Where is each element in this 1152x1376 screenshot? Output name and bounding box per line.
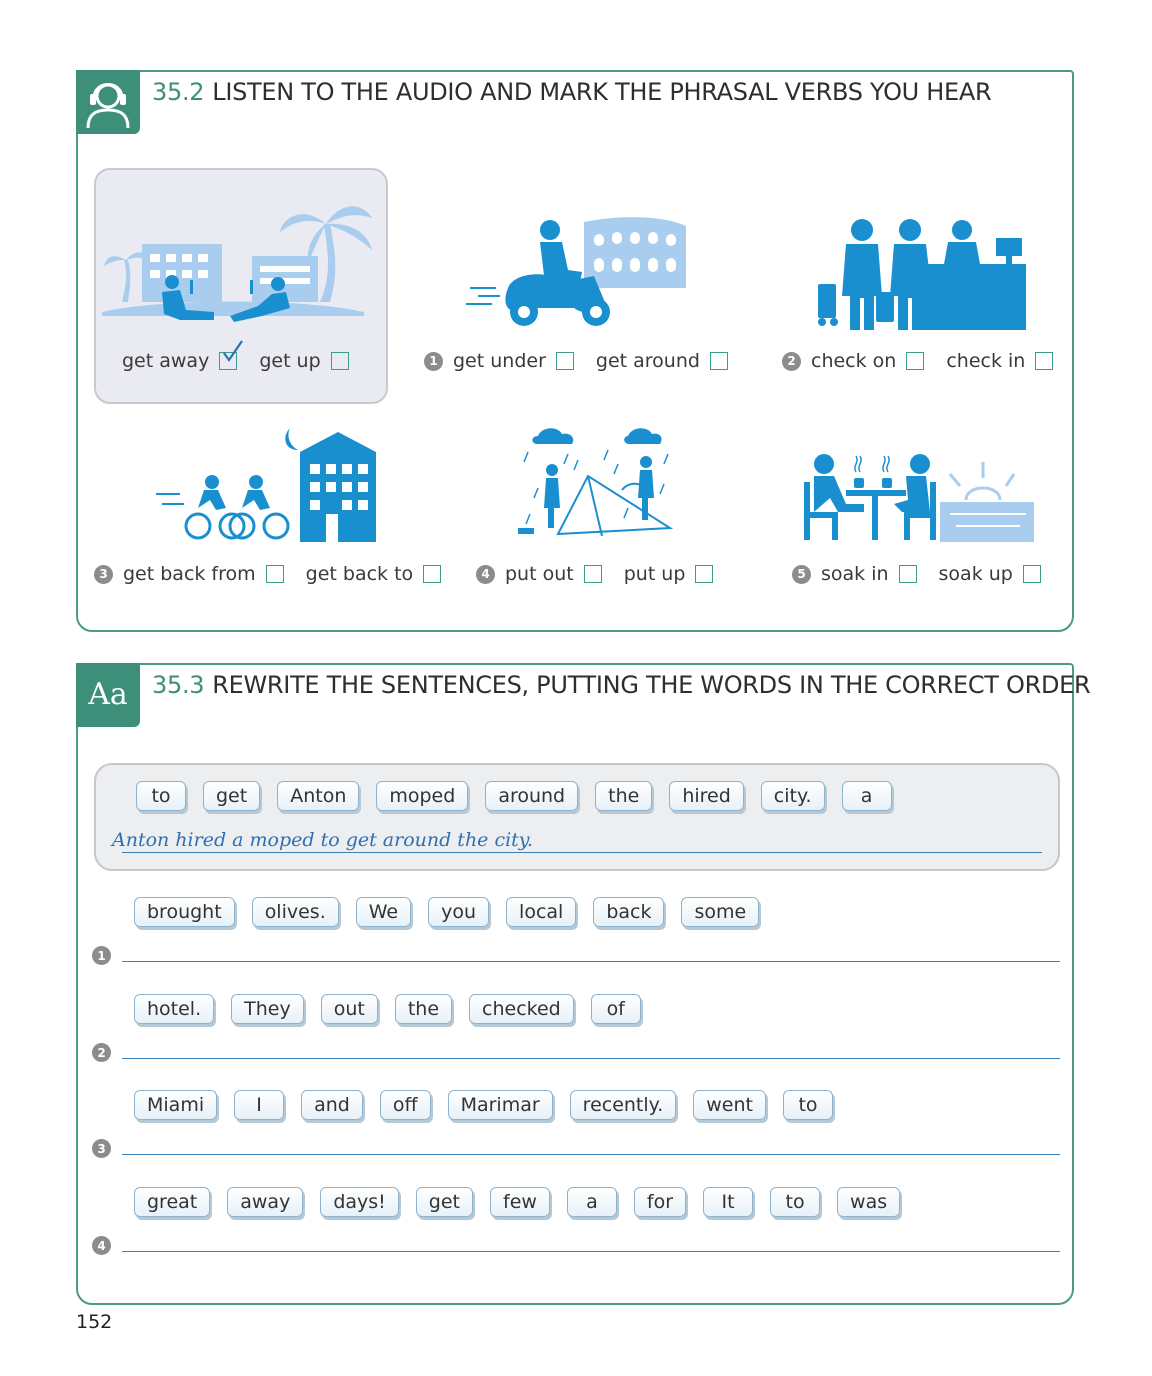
word-tile[interactable]: you <box>428 897 489 927</box>
word-tile[interactable]: a <box>842 781 892 811</box>
cyclists-hotel-illustration <box>154 424 384 544</box>
item-3-number: 3 <box>94 565 113 584</box>
word-tile[interactable]: Marimar <box>448 1090 553 1120</box>
item-5-checkbox-b[interactable] <box>1023 565 1041 583</box>
row-3-word-tiles <box>134 1090 850 1120</box>
exercise-instruction: REWRITE THE SENTENCES, PUTTING THE WORDS IN THE CORRECT ORDER <box>212 671 1091 699</box>
word-tile[interactable]: the <box>395 994 452 1024</box>
exercise-number: 35.2 <box>152 78 205 106</box>
word-tile[interactable]: some <box>681 897 759 927</box>
item-5-option-a: soak in <box>821 563 889 585</box>
example-option-b: get up <box>259 350 321 372</box>
item-3-option-b: get back to <box>305 563 414 585</box>
word-tile[interactable]: the <box>595 781 652 811</box>
item-1-checkbox-b[interactable] <box>710 352 728 370</box>
exercise-instruction: LISTEN TO THE AUDIO AND MARK THE PHRASAL VERBS YOU HEAR <box>212 78 992 106</box>
tent-rain-illustration <box>518 424 678 546</box>
word-tile[interactable]: hotel. <box>134 994 214 1024</box>
word-tile[interactable]: and <box>301 1090 363 1120</box>
item-1-number: 1 <box>424 352 443 371</box>
exercise-35-3-panel <box>76 663 1091 1305</box>
item-3-options <box>94 563 441 585</box>
page-number: 152 <box>76 1311 113 1333</box>
example-box <box>94 763 1060 871</box>
exercise-35-2-panel <box>76 70 1074 632</box>
item-5-checkbox-a[interactable] <box>899 565 917 583</box>
word-tile[interactable]: to <box>783 1090 833 1120</box>
word-tile[interactable]: great <box>134 1187 210 1217</box>
word-tile[interactable]: get <box>416 1187 473 1217</box>
item-3-option-a: get back from <box>123 563 256 585</box>
row-2-number: 2 <box>92 1043 111 1062</box>
item-4-checkbox-b[interactable] <box>695 565 713 583</box>
word-tile[interactable]: city. <box>761 781 825 811</box>
word-tile[interactable]: We <box>356 897 411 927</box>
row-4-word-tiles <box>134 1187 917 1217</box>
word-tile[interactable]: back <box>593 897 664 927</box>
headphones-person-icon <box>76 70 140 134</box>
item-2-checkbox-b[interactable] <box>1035 352 1053 370</box>
row-3-answer-line[interactable] <box>122 1154 1060 1155</box>
example-options <box>122 350 349 372</box>
word-tile[interactable]: to <box>136 781 186 811</box>
word-tile[interactable]: for <box>634 1187 686 1217</box>
exercise-title <box>152 78 991 106</box>
item-2-options <box>782 350 1053 372</box>
word-tile[interactable]: They <box>231 994 304 1024</box>
example-option-a: get away <box>122 350 210 372</box>
item-5-options <box>792 563 1041 585</box>
row-2-word-tiles <box>134 994 658 1024</box>
item-4-option-b: put up <box>623 563 686 585</box>
item-1-options <box>424 350 728 372</box>
word-tile[interactable]: recently. <box>570 1090 677 1120</box>
row-4-number: 4 <box>92 1236 111 1255</box>
exercise-title <box>152 671 1090 699</box>
example-checkbox-b[interactable] <box>331 352 349 370</box>
word-tile[interactable]: few <box>490 1187 550 1217</box>
row-4-answer-line[interactable] <box>122 1251 1060 1252</box>
item-1-checkbox-a[interactable] <box>556 352 574 370</box>
item-5-number: 5 <box>792 565 811 584</box>
item-4-option-a: put out <box>505 563 574 585</box>
item-4-checkbox-a[interactable] <box>584 565 602 583</box>
item-1-option-b: get around <box>595 350 700 372</box>
word-tile[interactable]: Miami <box>134 1090 217 1120</box>
exercise-number: 35.3 <box>152 671 205 699</box>
example-word-tiles <box>136 781 909 811</box>
word-tile[interactable]: Anton <box>277 781 359 811</box>
row-1-number: 1 <box>92 946 111 965</box>
word-tile[interactable]: out <box>321 994 378 1024</box>
example-box <box>94 168 388 404</box>
hotel-reception-illustration <box>812 214 1032 334</box>
word-tile[interactable]: It <box>703 1187 753 1217</box>
example-answer: Anton hired a moped to get around the city. <box>112 829 534 851</box>
item-2-checkbox-a[interactable] <box>906 352 924 370</box>
word-tile[interactable]: hired <box>669 781 743 811</box>
item-4-options <box>476 563 713 585</box>
cafe-sunset-illustration <box>800 428 1036 546</box>
word-tile[interactable]: went <box>693 1090 766 1120</box>
word-tile[interactable]: around <box>485 781 578 811</box>
row-3-number: 3 <box>92 1139 111 1158</box>
word-tile[interactable]: checked <box>469 994 574 1024</box>
word-tile[interactable]: moped <box>376 781 468 811</box>
word-tile[interactable]: brought <box>134 897 235 927</box>
word-tile[interactable]: was <box>837 1187 900 1217</box>
item-5-option-b: soak up <box>938 563 1013 585</box>
item-2-option-b: check in <box>946 350 1026 372</box>
vocabulary-badge: Aa <box>76 663 140 727</box>
word-tile[interactable]: away <box>227 1187 303 1217</box>
item-2-number: 2 <box>782 352 801 371</box>
word-tile[interactable]: of <box>591 994 641 1024</box>
item-1-option-a: get under <box>453 350 546 372</box>
item-4-number: 4 <box>476 565 495 584</box>
word-tile[interactable]: to <box>770 1187 820 1217</box>
example-checkbox-a[interactable] <box>219 352 237 370</box>
row-1-word-tiles <box>134 897 776 927</box>
item-2-option-a: check on <box>811 350 897 372</box>
item-3-checkbox-a[interactable] <box>266 565 284 583</box>
example-answer-line <box>122 852 1042 853</box>
word-tile[interactable]: I <box>234 1090 284 1120</box>
word-tile[interactable]: a <box>567 1187 617 1217</box>
row-1-answer-line[interactable] <box>122 961 1060 962</box>
beach-holiday-illustration <box>102 194 382 334</box>
checkmark-icon <box>218 339 244 365</box>
word-tile[interactable]: olives. <box>252 897 339 927</box>
word-tile[interactable]: off <box>380 1090 431 1120</box>
item-3-checkbox-b[interactable] <box>423 565 441 583</box>
row-2-answer-line[interactable] <box>122 1058 1060 1059</box>
word-tile[interactable]: local <box>506 897 576 927</box>
word-tile[interactable]: days! <box>320 1187 398 1217</box>
audio-badge <box>76 70 140 134</box>
scooter-colosseum-illustration <box>464 212 694 334</box>
word-tile[interactable]: get <box>203 781 260 811</box>
